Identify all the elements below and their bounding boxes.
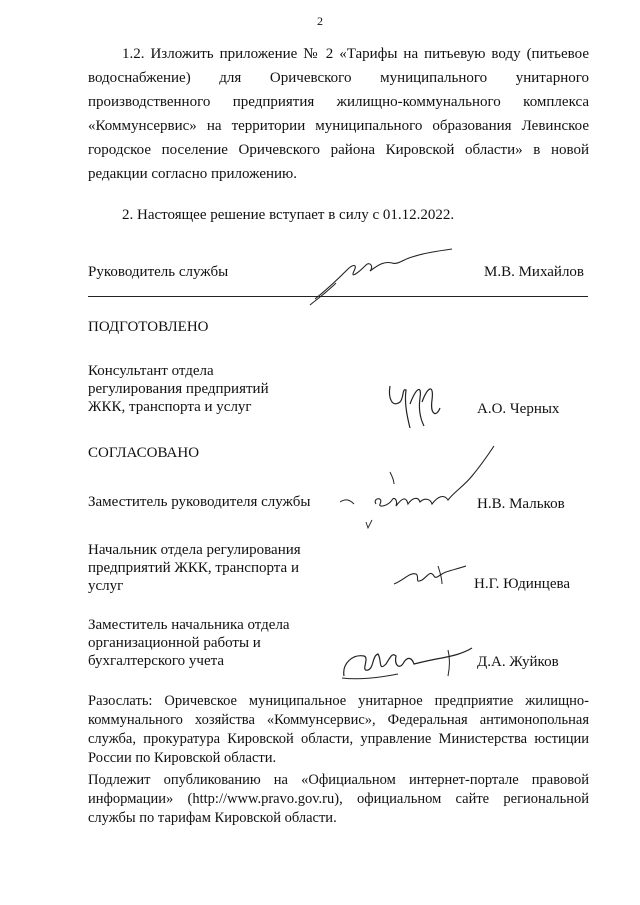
- page-number: 2: [317, 14, 323, 28]
- head-title: Руководитель службы: [88, 264, 229, 280]
- head-name: М.В. Михайлов: [484, 264, 585, 280]
- signature-divider: [88, 296, 588, 297]
- paragraph-2: [88, 203, 589, 227]
- position-line: Консультант отдела: [88, 363, 214, 379]
- agreed-signature-3: [338, 636, 478, 686]
- agreed-name-3: Д.А. Жуйков: [477, 654, 559, 670]
- agreed-name-1: Н.В. Мальков: [477, 496, 565, 512]
- paragraph-1-2: [88, 42, 589, 186]
- agreed-heading: СОГЛАСОВАНО: [88, 445, 200, 461]
- position-line: регулирования предприятий: [88, 381, 269, 397]
- publication-text: Подлежит опубликованию на «Официальном интернет-портале правовой информации» (http://www.pravo.gov.ru), официальном сайте региональной службы по тарифам Кировской области.: [88, 772, 589, 826]
- prepared-heading: ПОДГОТОВЛЕНО: [88, 319, 209, 335]
- agreed-name-2: Н.Г. Юдинцева: [474, 576, 571, 592]
- prepared-position: [88, 362, 269, 416]
- head-signature: [300, 247, 460, 307]
- position-line: услуг: [88, 578, 124, 594]
- position-line: Заместитель начальника отдела: [88, 617, 290, 633]
- paragraph-2-text: 2. Настоящее решение вступает в силу с 01.12.2022.: [122, 207, 455, 223]
- publication-note: [88, 771, 589, 828]
- position-line: бухгалтерского учета: [88, 653, 225, 669]
- position-line: Заместитель руководителя службы: [88, 494, 311, 510]
- distribution-text: Разослать: Оричевское муниципальное унитарное предприятие жилищно-коммунального хозяйства «Коммунсервис», Федеральная антимонопольная служба, прокуратура Кировской области, управление Министерства юстиции России по Кировской области.: [88, 693, 589, 766]
- agreed-position-2: [88, 541, 301, 595]
- position-line: предприятий ЖКК, транспорта и: [88, 560, 299, 576]
- prepared-name: А.О. Черных: [477, 401, 560, 417]
- prepared-signature: [382, 378, 452, 430]
- distribution-list: [88, 692, 589, 768]
- paragraph-1-2-text: 1.2. Изложить приложение № 2 «Тарифы на питьевую воду (питьевое водоснабжение) для Оричевского муниципального унитарного производственного предприятия жилищно-коммунального комплекса «Коммунсервис» на территории муниципального образования Левинское городское поселение Оричевского района Кировской области» в новой редакции согласно приложению.: [88, 46, 589, 182]
- agreed-position-3: [88, 616, 290, 670]
- agreed-position-1: [88, 493, 310, 511]
- agreed-signature-2: [390, 560, 470, 590]
- agreed-signature-1: [332, 442, 502, 532]
- position-line: Начальник отдела регулирования: [88, 542, 301, 558]
- position-line: ЖКК, транспорта и услуг: [88, 399, 252, 415]
- position-line: организационной работы и: [88, 635, 261, 651]
